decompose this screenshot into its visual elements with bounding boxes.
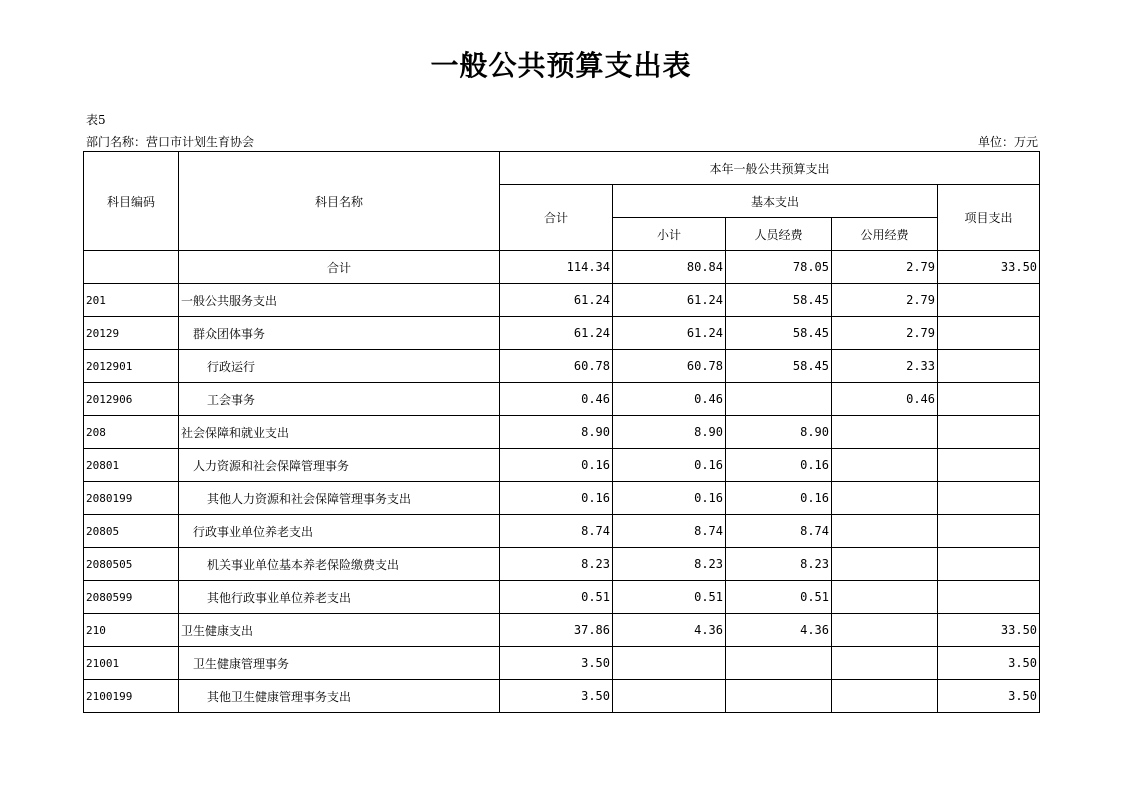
subtotal-cell: 0.16 — [613, 482, 726, 515]
header-current-year: 本年一般公共预算支出 — [500, 152, 1040, 185]
total-cell: 0.46 — [500, 383, 613, 416]
total-cell: 8.74 — [500, 515, 613, 548]
project-cell — [938, 482, 1040, 515]
subject-name-cell: 其他行政事业单位养老支出 — [179, 581, 500, 614]
subject-name-cell: 卫生健康管理事务 — [179, 647, 500, 680]
project-cell — [938, 284, 1040, 317]
total-cell: 61.24 — [500, 317, 613, 350]
header-public: 公用经费 — [832, 218, 938, 251]
total-code-cell — [84, 251, 179, 284]
table-row — [84, 515, 1040, 548]
table-row — [84, 548, 1040, 581]
department-name: 部门名称：营口市计划生育协会 — [86, 135, 255, 149]
subtotal-cell: 4.36 — [613, 614, 726, 647]
budget-expenditure-table — [83, 151, 1040, 713]
subject-name-cell: 行政事业单位养老支出 — [179, 515, 500, 548]
table-row — [84, 350, 1040, 383]
table-row — [84, 680, 1040, 713]
total-cell: 3.50 — [500, 647, 613, 680]
subject-code-cell: 2012901 — [84, 350, 179, 383]
public-cell — [832, 548, 938, 581]
total-cell: 37.86 — [500, 614, 613, 647]
header-subject-code: 科目编码 — [84, 152, 179, 251]
subject-name-cell: 群众团体事务 — [179, 317, 500, 350]
subject-code-cell: 2080505 — [84, 548, 179, 581]
total-cell: 60.78 — [500, 350, 613, 383]
header-personnel: 人员经费 — [726, 218, 832, 251]
subject-code-cell: 210 — [84, 614, 179, 647]
subject-code-cell: 20129 — [84, 317, 179, 350]
table-row — [84, 449, 1040, 482]
project-cell — [938, 383, 1040, 416]
subject-name-cell: 一般公共服务支出 — [179, 284, 500, 317]
header-subtotal: 小计 — [613, 218, 726, 251]
subtotal-cell: 0.16 — [613, 449, 726, 482]
unit-label: 单位：万元 — [977, 135, 1038, 149]
personnel-cell: 58.45 — [726, 284, 832, 317]
project-cell — [938, 416, 1040, 449]
table-row — [84, 614, 1040, 647]
subtotal-cell: 8.74 — [613, 515, 726, 548]
total-subtotal: 80.84 — [613, 251, 726, 284]
public-cell — [832, 515, 938, 548]
subject-code-cell: 20801 — [84, 449, 179, 482]
public-cell — [832, 449, 938, 482]
table-row — [84, 416, 1040, 449]
subject-name-cell: 人力资源和社会保障管理事务 — [179, 449, 500, 482]
total-total: 114.34 — [500, 251, 613, 284]
public-cell — [832, 680, 938, 713]
subject-code-cell: 2012906 — [84, 383, 179, 416]
public-cell — [832, 647, 938, 680]
subject-code-cell: 21001 — [84, 647, 179, 680]
table-row — [84, 482, 1040, 515]
personnel-cell: 58.45 — [726, 350, 832, 383]
subject-code-cell: 2080199 — [84, 482, 179, 515]
personnel-cell: 0.16 — [726, 449, 832, 482]
total-project: 33.50 — [938, 251, 1040, 284]
public-cell — [832, 581, 938, 614]
subject-name-cell: 机关事业单位基本养老保险缴费支出 — [179, 548, 500, 581]
subtotal-cell: 8.90 — [613, 416, 726, 449]
total-cell: 61.24 — [500, 284, 613, 317]
total-label: 合计 — [179, 251, 500, 284]
subject-code-cell: 201 — [84, 284, 179, 317]
page-title: 一般公共预算支出表 — [430, 49, 692, 82]
personnel-cell: 0.16 — [726, 482, 832, 515]
public-cell: 2.79 — [832, 317, 938, 350]
total-cell: 0.16 — [500, 482, 613, 515]
total-cell: 0.16 — [500, 449, 613, 482]
project-cell — [938, 350, 1040, 383]
total-cell: 0.51 — [500, 581, 613, 614]
subject-code-cell: 2080599 — [84, 581, 179, 614]
total-cell: 3.50 — [500, 680, 613, 713]
personnel-cell: 8.23 — [726, 548, 832, 581]
subtotal-cell: 60.78 — [613, 350, 726, 383]
total-cell: 8.90 — [500, 416, 613, 449]
header-project: 项目支出 — [938, 185, 1040, 251]
table-number: 表5 — [86, 113, 106, 127]
header-basic: 基本支出 — [613, 185, 938, 218]
subject-code-cell: 20805 — [84, 515, 179, 548]
table-row — [84, 581, 1040, 614]
public-cell — [832, 614, 938, 647]
table-row — [84, 284, 1040, 317]
subtotal-cell: 0.46 — [613, 383, 726, 416]
personnel-cell: 4.36 — [726, 614, 832, 647]
total-cell: 8.23 — [500, 548, 613, 581]
personnel-cell: 8.90 — [726, 416, 832, 449]
subject-name-cell: 社会保障和就业支出 — [179, 416, 500, 449]
personnel-cell — [726, 383, 832, 416]
project-cell: 3.50 — [938, 680, 1040, 713]
subject-name-cell: 其他卫生健康管理事务支出 — [179, 680, 500, 713]
project-cell — [938, 449, 1040, 482]
subtotal-cell: 0.51 — [613, 581, 726, 614]
table-row — [84, 383, 1040, 416]
subject-code-cell: 208 — [84, 416, 179, 449]
total-public: 2.79 — [832, 251, 938, 284]
project-cell — [938, 581, 1040, 614]
public-cell — [832, 482, 938, 515]
subtotal-cell: 61.24 — [613, 317, 726, 350]
table-row — [84, 647, 1040, 680]
subtotal-cell — [613, 680, 726, 713]
subject-name-cell: 其他人力资源和社会保障管理事务支出 — [179, 482, 500, 515]
subject-code-cell: 2100199 — [84, 680, 179, 713]
public-cell — [832, 416, 938, 449]
header-subject-name: 科目名称 — [179, 152, 500, 251]
subject-name-cell: 卫生健康支出 — [179, 614, 500, 647]
project-cell: 3.50 — [938, 647, 1040, 680]
subject-name-cell: 工会事务 — [179, 383, 500, 416]
public-cell: 2.79 — [832, 284, 938, 317]
public-cell: 0.46 — [832, 383, 938, 416]
subtotal-cell: 8.23 — [613, 548, 726, 581]
project-cell — [938, 317, 1040, 350]
personnel-cell: 0.51 — [726, 581, 832, 614]
header-total: 合计 — [500, 185, 613, 251]
personnel-cell: 58.45 — [726, 317, 832, 350]
project-cell: 33.50 — [938, 614, 1040, 647]
subtotal-cell — [613, 647, 726, 680]
subtotal-cell: 61.24 — [613, 284, 726, 317]
total-personnel: 78.05 — [726, 251, 832, 284]
table-row — [84, 317, 1040, 350]
public-cell: 2.33 — [832, 350, 938, 383]
project-cell — [938, 548, 1040, 581]
project-cell — [938, 515, 1040, 548]
personnel-cell — [726, 680, 832, 713]
personnel-cell — [726, 647, 832, 680]
subject-name-cell: 行政运行 — [179, 350, 500, 383]
total-row — [84, 251, 1040, 284]
personnel-cell: 8.74 — [726, 515, 832, 548]
